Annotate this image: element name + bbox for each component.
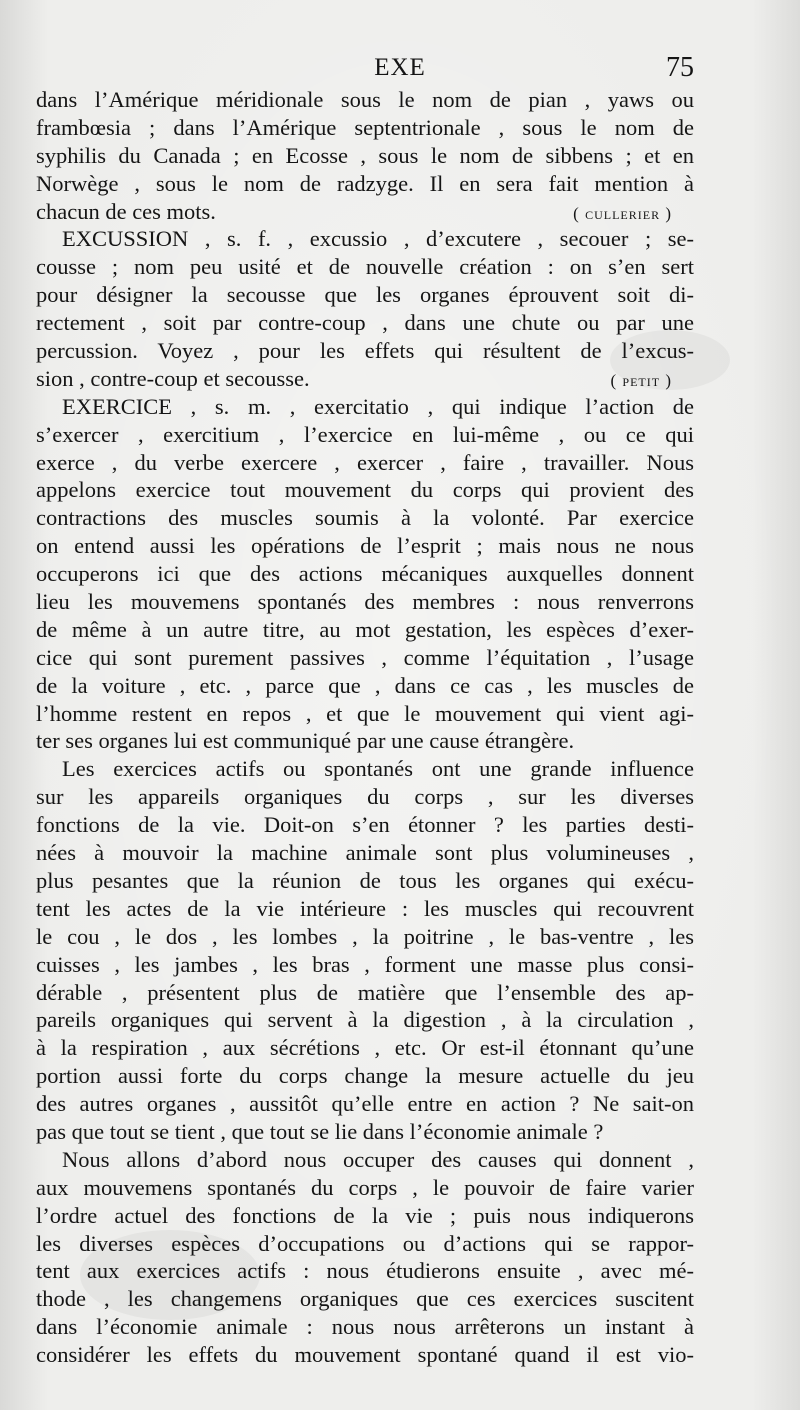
text-line: Norwège , sous le nom de radzyge. Il en sera fait mention à <box>36 170 694 196</box>
text-line: frambœsia ; dans l’Amérique septentrionale , sous le nom de <box>36 114 694 140</box>
running-head: EXE <box>374 54 426 81</box>
text-line: lieu les mouvemens spontanés des membres : nous renverrons <box>36 589 694 615</box>
text-line: on entend aussi les opérations de l’esprit ; mais nous ne nous <box>36 533 694 559</box>
text-line: l’ordre actuel des fonctions de la vie ; puis nous indiquerons <box>36 1202 694 1228</box>
text-line: portion aussi forte du corps change la mesure actuelle du jeu <box>36 1063 694 1089</box>
entry-headword-line: EXCUSSION , s. f. , excussio , d’excutere , secouer ; se- <box>62 226 694 252</box>
author-signature: ( cullerier ) <box>573 203 672 223</box>
entry-headword-line: EXERCICE , s. m. , exercitatio , qui indique l’action de <box>62 393 694 419</box>
entry-exercice <box>36 393 694 1369</box>
text-line: ter ses organes lui est communiqué par une cause étrangère. <box>36 728 575 754</box>
text-line: occuperons ici que des actions mécaniques auxquelles donnent <box>36 561 694 587</box>
text-line: chacun de ces mots. <box>36 198 216 224</box>
text-line: rectement , soit par contre-coup , dans une chute ou par une <box>36 310 694 336</box>
text-line: de la voiture , etc. , parce que , dans ce cas , les muscles de <box>36 672 694 698</box>
entry-excussion <box>36 225 694 392</box>
text-line: pareils organiques qui servent à la digestion , à la circulation , <box>36 1007 694 1033</box>
text-line: dans l’économie animale : nous nous arrêterons un instant à <box>36 1314 694 1340</box>
text-line: cousse ; nom peu usité et de nouvelle création : on s’en sert <box>36 254 694 280</box>
text-line: appelons exercice tout mouvement du corps qui provient des <box>36 477 694 503</box>
page-number: 75 <box>666 52 694 83</box>
entry-signature-line <box>36 198 694 226</box>
text-line: s’exercer , exercitium , l’exercice en lui-même , ou ce qui <box>36 421 694 447</box>
text-line: le cou , le dos , les lombes , la poitrine , le bas-ventre , les <box>36 923 694 949</box>
text-line: à la respiration , aux sécrétions , etc. Or est-il étonnant qu’une <box>36 1035 694 1061</box>
text-line: tent les actes de la vie intérieure : les muscles qui recouvrent <box>36 895 694 921</box>
text-line: tent aux exercices actifs : nous étudierons ensuite , avec mé- <box>36 1258 694 1284</box>
text-line: de même à un autre titre, au mot gestation, les espèces d’exer- <box>36 616 694 642</box>
text-line: plus pesantes que la réunion de tous les organes qui exécu- <box>36 867 694 893</box>
text-line: exerce , du verbe exercere , exercer , faire , travailler. Nous <box>36 449 694 475</box>
text-line: syphilis du Canada ; en Ecosse , sous le nom de sibbens ; et en <box>36 142 694 168</box>
text-line: thode , les changemens organiques que ces exercices suscitent <box>36 1286 694 1312</box>
paragraph-first-line: Les exercices actifs ou spontanés ont une grande influence <box>62 756 694 782</box>
text-line: sur les appareils organiques du corps , sur les diverses <box>36 784 694 810</box>
text-line: cuisses , les jambes , les bras , forment une masse plus consi- <box>36 951 694 977</box>
paragraph-first-line: Nous allons d’abord nous occuper des causes qui donnent , <box>62 1146 694 1172</box>
text-line: contractions des muscles soumis à la volonté. Par exercice <box>36 505 694 531</box>
text-line: nées à mouvoir la machine animale sont plus volumineuses , <box>36 840 694 866</box>
text-line: considérer les effets du mouvement spontané quand il est vio- <box>36 1342 694 1368</box>
text-line: aux mouvemens spontanés du corps , le pouvoir de faire varier <box>36 1174 694 1200</box>
body-text <box>36 86 694 1369</box>
text-line: pas que tout se tient , que tout se lie dans l’économie animale ? <box>36 1118 604 1144</box>
text-line: dérable , présentent plus de matière que l’ensemble des ap- <box>36 979 694 1005</box>
text-line: dans l’Amérique méridionale sous le nom de pian , yaws ou <box>36 87 694 112</box>
text-line: des autres organes , aussitôt qu’elle entre en action ? Ne sait-on <box>36 1091 694 1117</box>
text-line: pour désigner la secousse que les organes éprouvent soit di- <box>36 282 694 308</box>
text-line: les diverses espèces d’occupations ou d’actions qui se rappor- <box>36 1230 694 1256</box>
text-line: l’homme restent en repos , et que le mouvement qui vient agi- <box>36 700 694 726</box>
text-line: fonctions de la vie. Doit-on s’en étonner ? les parties desti- <box>36 812 694 838</box>
author-signature: ( petit ) <box>610 370 672 390</box>
text-line: sion , contre-coup et secousse. <box>36 365 310 391</box>
page-header <box>0 50 800 86</box>
entry-signature-line <box>36 365 694 393</box>
text-line: cice qui sont purement passives , comme l’équitation , l’usage <box>36 644 694 670</box>
text-line: percussion. Voyez , pour les effets qui résultent de l’excus- <box>36 338 694 364</box>
